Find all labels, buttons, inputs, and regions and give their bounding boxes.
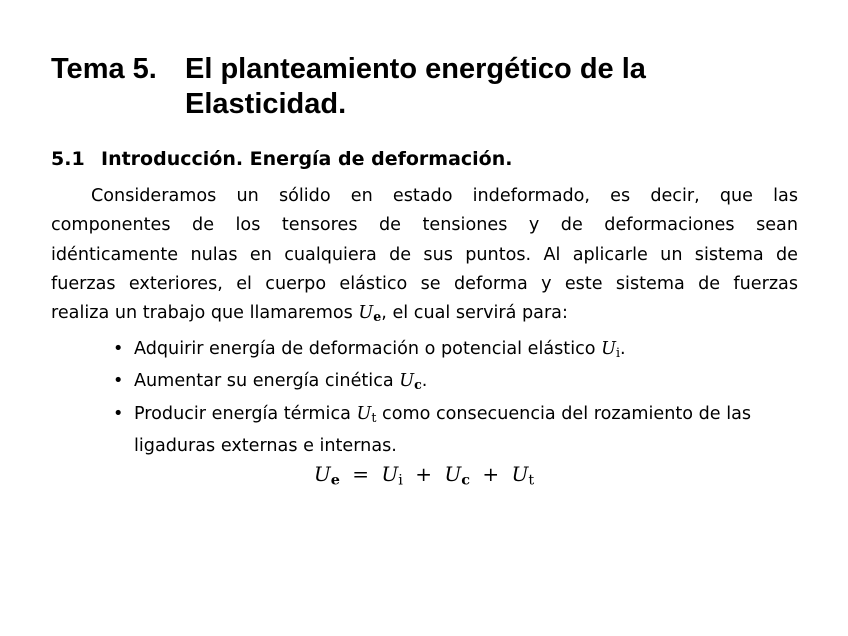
body-paragraph bbox=[51, 182, 798, 328]
plus-sign: + bbox=[482, 462, 500, 486]
paragraph-line: componentes de los tensores de tensiones y de deformaciones sean bbox=[51, 215, 798, 236]
bullet-marker: • bbox=[113, 403, 124, 424]
plus-sign: + bbox=[415, 462, 432, 486]
list-item: • Aumentar su energía cinética $U_c$. bbox=[113, 367, 798, 399]
list-item: • Adquirir energía de deformación o potencial elástico $U_i$. bbox=[113, 335, 798, 367]
chapter-title-line1: El planteamiento energético de la bbox=[185, 53, 646, 85]
equals-sign: = bbox=[352, 462, 370, 486]
chapter-heading bbox=[51, 52, 785, 122]
symbol-ut: $U_t$ bbox=[511, 462, 535, 489]
list-item-text: como consecuencia del rozamiento de las bbox=[382, 403, 752, 424]
paragraph-line: Consideramos un sólido en estado indeformado, es decir, que las bbox=[91, 186, 798, 206]
symbol-ui: $U_i$ bbox=[601, 339, 621, 361]
list-item-text: Adquirir energía de deformación o potencial elástico bbox=[134, 339, 596, 359]
symbol-uc: $U_c$ bbox=[444, 462, 470, 489]
paragraph-text: , el cual servirá para: bbox=[381, 303, 568, 324]
chapter-title bbox=[185, 52, 785, 122]
symbol-ue: $U_e$ bbox=[358, 303, 382, 325]
paragraph-text: realiza un trabajo que llamaremos bbox=[51, 303, 353, 324]
chapter-title-line2: Elasticidad. bbox=[185, 88, 347, 120]
symbol-uc: $U_c$ bbox=[399, 371, 422, 393]
bullet-list bbox=[113, 335, 798, 462]
list-item-text: ligaduras externas e internas. bbox=[134, 436, 397, 457]
bullet-marker: • bbox=[113, 371, 124, 392]
energy-equation bbox=[0, 460, 848, 495]
list-item-text: Producir energía térmica bbox=[134, 403, 351, 424]
symbol-ue: $U_e$ bbox=[313, 462, 340, 489]
chapter-number: Tema 5. bbox=[51, 53, 157, 85]
section-number: 5.1 bbox=[51, 148, 85, 170]
list-item bbox=[113, 400, 798, 462]
list-item-text: Aumentar su energía cinética bbox=[134, 371, 394, 392]
paragraph-line: idénticamente nulas en cualquiera de sus puntos. Al aplicarle un sistema de bbox=[51, 244, 798, 265]
bullet-marker: • bbox=[113, 339, 124, 359]
paragraph-line: fuerzas exteriores, el cuerpo elástico se deforma y este sistema de fuerzas bbox=[51, 273, 798, 294]
paragraph-line bbox=[51, 299, 798, 328]
section-title: Introducción. Energía de deformación. bbox=[101, 148, 513, 170]
symbol-ui: $U_i$ bbox=[381, 462, 403, 489]
section-heading bbox=[51, 146, 512, 172]
symbol-ut: $U_t$ bbox=[356, 403, 377, 426]
